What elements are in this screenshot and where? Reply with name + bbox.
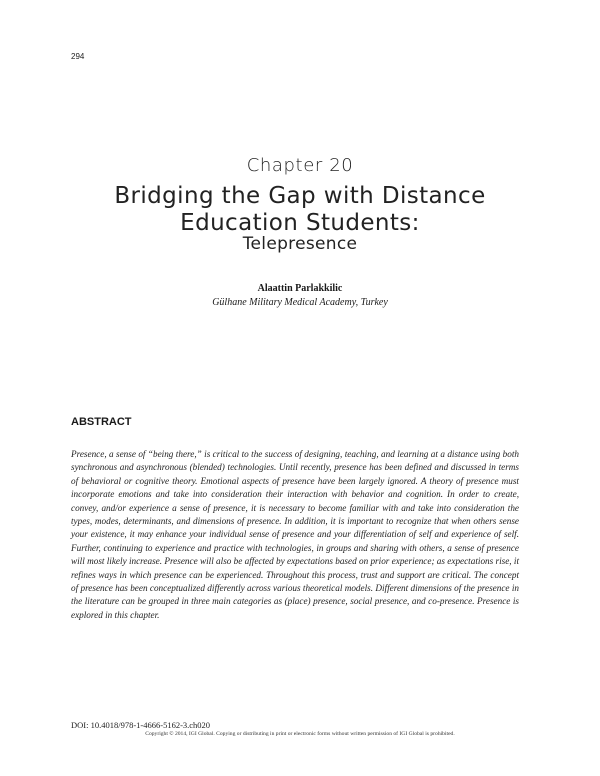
page-number: 294: [71, 52, 85, 61]
author-name: Alaattin Parlakkilic: [257, 283, 343, 294]
abstract-body: Presence, a sense of “being there,” is critical to the success of designing, teaching, and learning at a distance using both synchronous and asynchronous (blended) technologies. Until recently, presence has been defined and discussed in terms of behavioral or cognitive theory. Emotional aspects of presence have been largely ignored. A theory of presence must incorporate emotions and take into consideration their interaction with behavior and cognition. In order to create, convey, and/or experience a sense of presence, it is necessary to become familiar with and take into consideration the types, modes, determinants, and dimensions of presence. In addition, it is important to recognize that when others sense your existence, it may enhance your individual sense of presence and your differentiation of self and experience of self. Further, continuing to experience and practice with technologies, in groups and sharing with others, a sense of presence will most likely increase. Presence will also be affected by expectations based on prior experience; as expectations rise, it refines ways in which presence can be experienced. Throughout this process, trust and support are critical. The concept of presence has been conceptualized differently across various theoretical models. Different dimensions of the presence in the literature can be grouped in three main categories as (place) presence, social presence, and co-presence. Presence is explored in this chapter.: [71, 449, 519, 620]
chapter-title-line-2: Education Students:: [180, 210, 420, 236]
author-affiliation: Gülhane Military Medical Academy, Turkey: [212, 297, 388, 308]
copyright-notice: Copyright © 2014, IGI Global. Copying or distributing in print or electronic forms without written permission of IGI Global is prohibited.: [145, 731, 455, 737]
chapter-label: Chapter 20: [246, 155, 354, 176]
chapter-subtitle: Telepresence: [242, 234, 358, 254]
chapter-title: [0, 183, 600, 237]
chapter-title-line-1: Bridging the Gap with Distance: [114, 183, 486, 209]
abstract-heading: ABSTRACT: [71, 416, 132, 428]
doi: DOI: 10.4018/978-1-4666-5162-3.ch020: [71, 720, 211, 730]
